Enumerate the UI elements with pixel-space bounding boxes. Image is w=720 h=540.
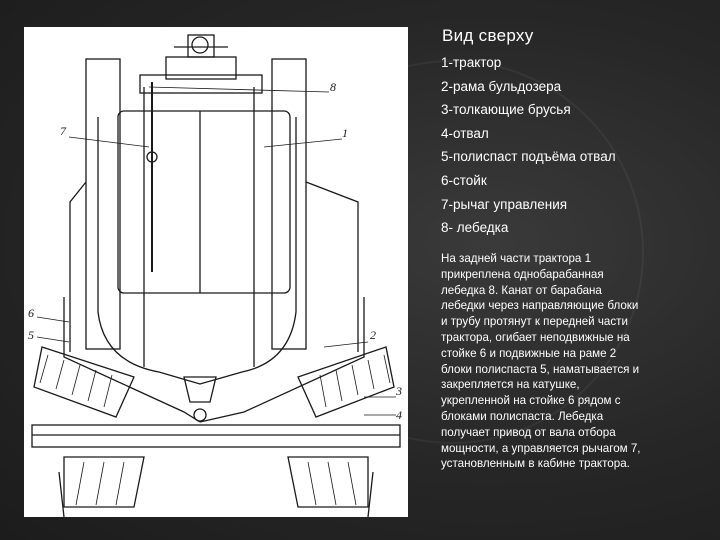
callout-2: 2	[370, 328, 376, 342]
description-line: установленным в кабине трактора.	[441, 457, 630, 471]
legend-item: 4-отвал	[441, 125, 489, 141]
push-beam-left	[64, 297, 200, 422]
right-track	[272, 59, 306, 349]
blade	[32, 347, 400, 517]
description-line: мощности, а управляется рычагом 7,	[441, 441, 641, 455]
description-line: стойке 6 и подвижные на раме 2	[441, 346, 617, 360]
callout-3: 3	[396, 384, 402, 398]
winch	[140, 35, 262, 93]
legend-item: 5-полиспаст подъёма отвал	[441, 149, 616, 165]
legend-item: 6-стойк	[441, 172, 487, 188]
description-line: прикреплена однобарабанная	[441, 267, 604, 281]
description-line: блоками полиспаста. Лебедка	[441, 409, 604, 423]
callout-1: 1	[342, 126, 348, 140]
callout-5: 5	[28, 328, 34, 342]
callout-6: 6	[28, 306, 34, 320]
slide-title: Вид сверху	[442, 26, 534, 45]
legend-item: 8- лебедка	[441, 220, 509, 236]
callout-4: 4	[396, 408, 402, 422]
description-line: закрепляется на катушке,	[441, 378, 580, 392]
bulldozer-top-view-drawing	[24, 27, 408, 517]
description-paragraph	[441, 251, 691, 472]
left-track	[86, 59, 120, 349]
callout-7: 7	[60, 124, 66, 138]
description-line: На задней части трактора 1	[441, 252, 592, 265]
description-line: лебедки через направляющие блоки	[441, 299, 639, 313]
description-line: блоки полиспаста 5, наматывается и	[441, 362, 640, 376]
drawing-svg	[24, 27, 408, 517]
description-line: лебедка 8. Канат от барабана	[441, 283, 602, 297]
legend-item: 3-толкающие брусья	[441, 102, 571, 118]
push-beam-right	[200, 297, 364, 422]
legend-list	[441, 51, 616, 240]
callout-8: 8	[330, 80, 336, 94]
legend-item: 2-рама бульдозера	[441, 78, 562, 94]
description-line: трактора, огибает неподвижные на	[441, 330, 630, 344]
tractor-hull	[98, 117, 296, 384]
legend-item: 1-трактор	[441, 55, 502, 70]
description-line: и трубу протянут к передней части	[441, 315, 628, 329]
legend-item: 7-рычаг управления	[441, 196, 568, 212]
description-line: получает привод от вала отбора	[441, 425, 616, 439]
description-line: укрепленной на стойке 6 рядом с	[441, 394, 621, 408]
